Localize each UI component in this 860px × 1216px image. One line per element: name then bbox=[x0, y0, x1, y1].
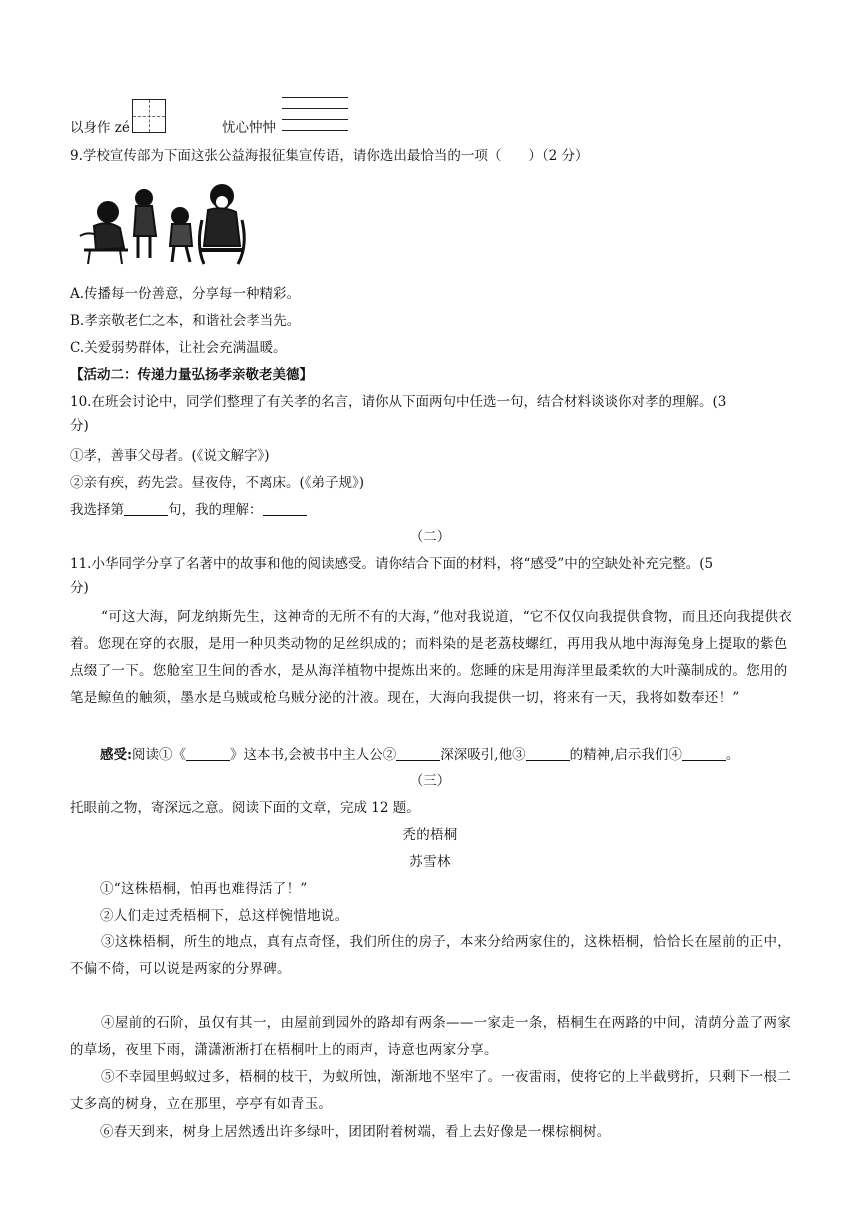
tianzige-answer-box[interactable] bbox=[132, 99, 166, 133]
reading-intro: 托眼前之物，寄深远之意。阅读下面的文章，完成 12 题。 bbox=[70, 800, 420, 816]
q9-option-c[interactable]: C.关爱弱势群体，让社会充满温暖。 bbox=[70, 340, 287, 356]
article-paragraph-4: ④屋前的石阶，虽仅有其一，由屋前到园外的路却有两条——一家走一条，梧桐生在两路的中间，清荫分盖了两家的草场，夜里下雨，潇潇淅淅打在梧桐叶上的雨声，诗意也两家分享。 bbox=[70, 1015, 792, 1058]
q8-idiom-item bbox=[222, 119, 276, 137]
q10-answer-line bbox=[70, 501, 307, 519]
q11-stem-line2: 分) bbox=[70, 580, 89, 596]
section-heading-2: （二） bbox=[409, 529, 451, 545]
article-paragraph-2: ②人们走过秃梧桐下，总这样惋惜地说。 bbox=[100, 908, 349, 924]
q11-passage: “可这大海，阿龙纳斯先生，这神奇的无所不有的大海，”他对我说道，“它不仅仅向我提供食物，而且还向我提供衣着。您现在穿的衣服，是用一种贝类动物的足丝织成的；而料染的是老荔枝螺红，再用我从地中海海兔身上提取的紫色点缀了一下。您舱室卫生间的香水，是从海洋植物中提炼出来的。您睡的床是用海洋里最柔软的大叶藻制成的。您用的笔是鲸鱼的触须，墨水是乌贼或枪乌贼分泌的汁液。现在，大海向我提供一切，将来有一天，我将如数奉还！” bbox=[70, 609, 793, 706]
article-title: 秃的梧桐 bbox=[402, 827, 458, 843]
article-paragraph-3: ③这株梧桐，所生的地点，真有点奇怪，我们所住的房子，本来分给两家住的，这株梧桐，恰恰长在屋前的正中，不偏不倚，可以说是两家的分界碑。 bbox=[70, 934, 792, 977]
article-author: 苏雪林 bbox=[409, 854, 451, 870]
spirit-blank[interactable] bbox=[526, 746, 570, 761]
q10-quote-1: ①孝，善事父母者。(《说文解字》) bbox=[70, 448, 270, 464]
q10-stem-line2: 分) bbox=[70, 418, 89, 434]
q8-left-text: 以身作 zé bbox=[70, 120, 130, 136]
q10-quote-2: ②亲有疾，药先尝。昼夜侍，不离床。(《弟子规》) bbox=[70, 475, 365, 491]
q8-right-text: 忧心忡忡 bbox=[222, 120, 276, 136]
article-paragraph-1: ①“这株梧桐，怕再也难得活了！” bbox=[100, 881, 308, 897]
q10-understanding-blank[interactable] bbox=[263, 501, 307, 516]
poster-illustration bbox=[76, 176, 248, 268]
book-title-blank[interactable] bbox=[186, 746, 230, 761]
q9-stem: 9.学校宣传部为下面这张公益海报征集宣传语，请你选出最恰当的一项（ ）（2 分） bbox=[70, 148, 589, 164]
q10-answer-prefix: 我选择第 bbox=[70, 502, 124, 518]
q9-option-a[interactable]: A.传播每一份善意，分享每一种精彩。 bbox=[70, 286, 301, 302]
article-paragraph-5: ⑤不幸园里蚂蚁过多，梧桐的枝干，为蚁所蚀，渐渐地不坚牢了。一夜雷雨，使将它的上半截劈折，只剩下一根二丈多高的树身，立在那里，亭亭有如青玉。 bbox=[70, 1069, 792, 1112]
q11-feel-line bbox=[100, 746, 739, 764]
section-heading-3: （三） bbox=[409, 773, 451, 789]
article-paragraph-6: ⑥春天到来，树身上居然透出许多绿叶，团团附着树端，看上去好像是一棵棕榈树。 bbox=[100, 1124, 611, 1140]
activity-heading: 【活动二：传递力量弘扬孝亲敬老美德】 bbox=[70, 367, 313, 383]
protagonist-blank[interactable] bbox=[396, 746, 440, 761]
feel-part-c: 深深吸引,他③ bbox=[440, 747, 526, 763]
feel-part-b: 》这本书,会被书中主人公② bbox=[229, 747, 397, 763]
q11-stem-line1: 11.小华同学分享了名著中的故事和他的阅读感受。请你结合下面的材料，将“感受”中的空缺处补充完整。(5 bbox=[70, 556, 714, 572]
feel-part-e: 。 bbox=[725, 747, 740, 763]
feel-part-a: 阅读①《 bbox=[131, 747, 186, 763]
four-line-answer-box[interactable] bbox=[282, 97, 348, 131]
q9-option-b[interactable]: B.孝亲敬老仁之本，和谐社会孝当先。 bbox=[70, 313, 301, 329]
q8-pinyin-item bbox=[70, 119, 130, 137]
inspiration-blank[interactable] bbox=[682, 746, 726, 761]
feel-label: 感受: bbox=[100, 747, 132, 763]
q10-sentence-blank[interactable] bbox=[124, 501, 168, 516]
q10-answer-middle: 句，我的理解： bbox=[168, 502, 263, 518]
q10-stem-line1: 10.在班会讨论中，同学们整理了有关孝的名言，请你从下面两句中任选一句，结合材料谈谈你对孝的理解。(3 bbox=[70, 394, 727, 410]
feel-part-d: 的精神,启示我们④ bbox=[569, 747, 682, 763]
